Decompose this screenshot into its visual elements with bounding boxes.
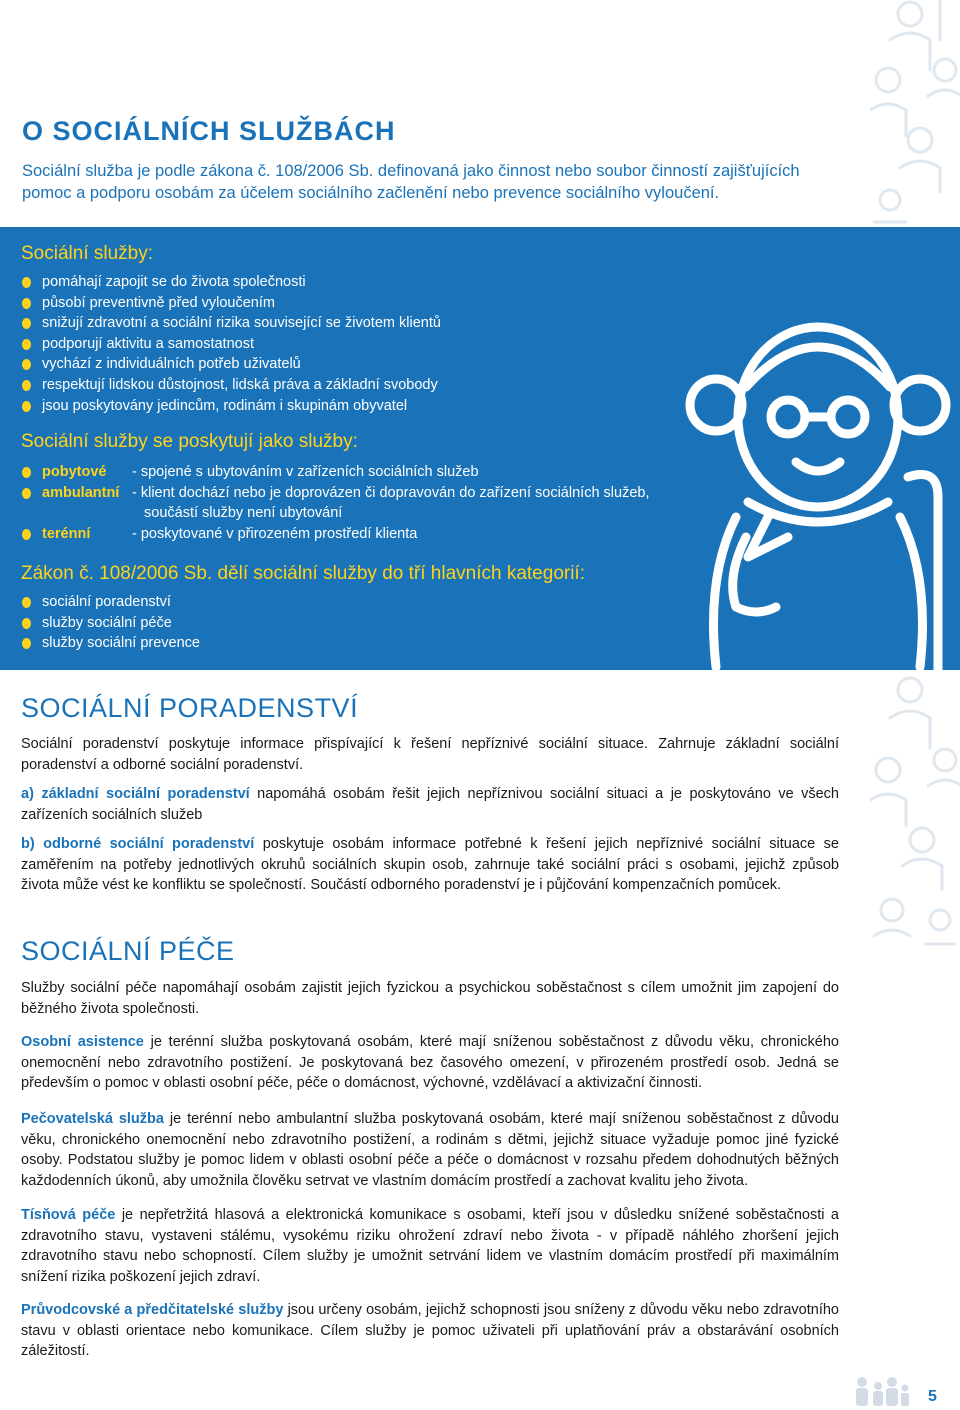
paragraph [21, 834, 839, 896]
list-item: respektují lidskou důstojnost, lidská práva a základní svobody [22, 375, 441, 396]
form-term: pobytové [42, 464, 107, 480]
family-icon [852, 1376, 910, 1406]
paragraph [21, 1205, 839, 1287]
list-item: podporují aktivitu a samostatnost [22, 334, 441, 355]
categories-heading: Zákon č. 108/2006 Sb. dělí sociální služby do tří hlavních kategorií: [21, 563, 585, 584]
paragraph-text: je terénní nebo ambulantní služba poskytovaná osobám, které mají sníženou soběstačnost z důvodu věku, chronického onemocnění nebo zdravotního postižení, a rodinám s dětmi, jejichž situace vyžaduje pomoc jiné fyzické osoby. Podstatou služby je pomoc lidem v oblasti osobní péče a péče o domácnost v rozsahu předem dohodnutých běžných každodenních úkonů, aby umožnila člověku setrvat ve vlastním domácím prostředí a zachovat kvalitu jeho života. [21, 1111, 839, 1189]
term-highlight: Pečovatelská služba [21, 1111, 164, 1127]
list-item: jsou poskytovány jedincům, rodinám i skupinám obyvatel [22, 396, 441, 417]
paragraph [21, 1109, 839, 1191]
list-item: vychází z individuálních potřeb uživatelů [22, 354, 441, 375]
paragraph: Služby sociální péče napomáhají osobám zajistit jejich fyzickou a psychickou soběstačnost s cílem umožnit jim zapojení do běžného života společnosti. [21, 980, 839, 1017]
page-title: O SOCIÁLNÍCH SLUŽBÁCH [22, 116, 396, 146]
paragraph: Sociální poradenství poskytuje informace přispívající k řešení nepříznivé sociální situace. Zahrnuje základní sociální poradenství a odborné sociální poradenství. [21, 736, 839, 773]
list-item: služby sociální péče [22, 613, 200, 634]
list-item: působí preventivně před vyloučením [22, 293, 441, 314]
term-highlight: b) odborné sociální poradenství [21, 836, 255, 852]
list-item [22, 503, 649, 524]
paragraph [21, 1300, 839, 1362]
list-item: pomáhají zapojit se do života společnosti [22, 272, 441, 293]
people-pattern-decoration [870, 0, 960, 1410]
term-highlight: Tísňová péče [21, 1207, 116, 1223]
services-info-panel [0, 227, 960, 670]
form-desc: - klient dochází nebo je doprovázen či dopravován do zařízení sociálních služeb, [132, 484, 650, 501]
list-item [22, 462, 649, 483]
forms-list [22, 462, 649, 544]
list-item [22, 483, 649, 504]
forms-heading: Sociální služby se poskytují jako služby: [21, 431, 358, 452]
term-highlight: Osobní asistence [21, 1034, 144, 1050]
term-highlight: a) základní sociální poradenství [21, 786, 250, 802]
paragraph-text: napomáhá osobám řešit jejich nepříznivou sociální situaci a je poskytováno ve všech zařízeních sociálních služeb [21, 786, 840, 823]
intro-text: Sociální služba je podle zákona č. 108/2006 Sb. definovaná jako činnost nebo soubor činností zajišťujících pomoc a podporu osobám za účelem sociálního začlenění nebo prevence sociálního vyloučení. [22, 162, 800, 202]
list-item: služby sociální prevence [22, 633, 200, 654]
categories-list [22, 592, 200, 654]
list-item [22, 524, 649, 545]
form-desc: součástí služby není ubytování [144, 505, 343, 522]
paragraph [21, 784, 839, 825]
term-highlight: Průvodcovské a předčitatelské služby [21, 1302, 284, 1318]
paragraph-text: jsou určeny osobám, jejichž schopnosti jsou sníženy z důvodu věku nebo zdravotního stavu v oblasti orientace nebo komunikace. Cílem služby je pomoc uživateli při uplatňování práv a obstarávání osobních záležitostí. [21, 1302, 839, 1359]
form-term: terénní [42, 525, 91, 542]
paragraph [21, 1032, 839, 1094]
paragraph-text: je terénní služba poskytovaná osobám, které mají sníženou soběstačnost z důvodu věku, chronického onemocnění nebo zdravotního postižení. Je poskytovaná bez časového omezení, v přirozeném prostředí osob. Jedná se především o pomoc v oblasti osobní péče, péče o domácnost, výchovné, vzdělávací a aktivizační činnosti. [21, 1034, 839, 1091]
list-item: snižují zdravotní a sociální rizika související se životem klientů [22, 313, 441, 334]
paragraph-text: je nepřetržitá hlasová a elektronická komunikace s osobami, kteří jsou v důsledku snížené soběstačnosti a zdravotního stavu, vystaveni stálému, vysokému riziku ohrožení zdraví nebo života - v případě náhlého zhoršení jejich zdravotního stavu nebo schopností. Cílem služby je umožnit setrvání lidem ve vlastním domácím prostředí při maximálním snížení rizika poškození jejich zdraví. [21, 1207, 839, 1285]
form-desc: - poskytované v přirozeném prostředí klienta [132, 525, 418, 542]
section-heading-pece: SOCIÁLNÍ PÉČE [21, 936, 235, 966]
paragraph-text: poskytuje osobám informace potřebné k řešení jejich nepříznivé sociální situace se zaměřením na potřeby jednotlivých okruhů sociálních skupin osob, zahrnuje také sociální práci s osobami, jejichž způsob života může vést ke konfliktu se společností. Součástí odborného poradenství je i půjčování kompenzačních pomůcek. [21, 836, 839, 893]
form-term: ambulantní [42, 484, 120, 501]
grandma-outline-icon [676, 277, 960, 670]
list-item: sociální poradenství [22, 592, 200, 613]
services-heading: Sociální služby: [21, 243, 154, 264]
services-list [22, 272, 441, 416]
section-heading-poradenstvi: SOCIÁLNÍ PORADENSTVÍ [21, 693, 359, 723]
page-number: 5 [928, 1388, 937, 1405]
form-desc: - spojené s ubytováním v zařízeních sociálních služeb [132, 464, 479, 480]
